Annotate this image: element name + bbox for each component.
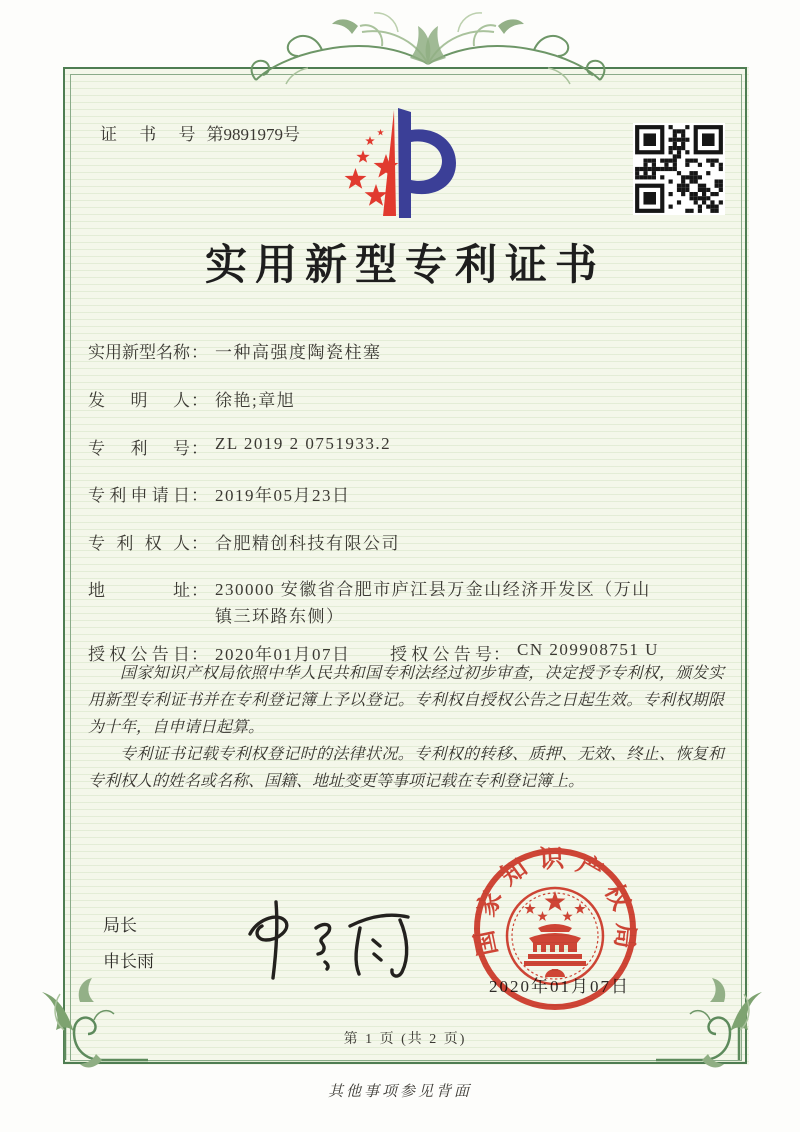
director-block bbox=[103, 908, 154, 980]
seal-date: 2020年01月07日 bbox=[489, 977, 630, 996]
field-value: 2020年01月07日 bbox=[215, 645, 351, 664]
certificate-number bbox=[100, 120, 300, 145]
legal-paragraph-2: 专利证书记载专利权登记时的法律状况。专利权的转移、质押、无效、终止、恢复和专利权人的姓名或名称、国籍、地址变更等事项记载在专利登记簿上。 bbox=[88, 746, 724, 790]
page-title: 实用新型专利证书 bbox=[204, 243, 605, 289]
qr-code bbox=[633, 123, 725, 215]
director-name: 申长雨 bbox=[103, 952, 154, 971]
field-row-patent-no bbox=[88, 434, 391, 459]
field-colon: ： bbox=[191, 486, 209, 505]
field-colon: ： bbox=[191, 391, 209, 410]
flourish-icon bbox=[40, 972, 150, 1082]
field-colon: ： bbox=[493, 645, 511, 664]
field-value: 2019年05月23日 bbox=[215, 486, 351, 505]
flourish-icon bbox=[248, 6, 608, 90]
qr-code-icon bbox=[633, 123, 725, 215]
legal-paragraph-1: 国家知识产权局依照中华人民共和国专利法经过初步审查，决定授予专利权，颁发实用新型专利证书并在专利登记簿上予以登记。专利权自授权公告之日起生效。专利权期限为十年，自申请日起算。 bbox=[88, 665, 724, 736]
field-label: 专利权人 bbox=[88, 534, 190, 553]
field-value: 徐艳;章旭 bbox=[215, 391, 296, 410]
field-value: CN 209908751 U bbox=[517, 640, 659, 659]
page-number: 第 1 页 (共 2 页) bbox=[343, 1032, 467, 1047]
footer-note: 其他事项参见背面 bbox=[327, 1084, 472, 1100]
director-signature bbox=[232, 886, 427, 986]
director-title: 局长 bbox=[103, 916, 137, 935]
signature-icon bbox=[232, 886, 427, 986]
official-seal bbox=[468, 842, 643, 1017]
field-label: 发明人 bbox=[88, 391, 190, 410]
field-row-patentee bbox=[88, 529, 400, 554]
field-value: 230000 安徽省合肥市庐江县万金山经济开发区（万山镇三环路东侧） bbox=[215, 580, 651, 627]
official-seal-icon bbox=[468, 842, 643, 1017]
certificate-number-label: 证 书 号 bbox=[100, 125, 205, 144]
field-colon: ： bbox=[191, 343, 209, 362]
certificate-number-value: 第9891979号 bbox=[206, 125, 300, 144]
seal-text: 国家知识产权局 bbox=[471, 845, 639, 958]
flourish-icon bbox=[654, 972, 764, 1082]
field-label: 地址 bbox=[88, 581, 190, 600]
bottom-right-flourish bbox=[654, 972, 764, 1082]
field-colon: ： bbox=[191, 581, 209, 600]
field-colon: ： bbox=[191, 534, 209, 553]
cnipa-logo bbox=[336, 100, 462, 222]
field-value: 合肥精创科技有限公司 bbox=[215, 534, 400, 553]
field-row-inventor bbox=[88, 386, 295, 411]
field-label: 授权公告日 bbox=[88, 645, 190, 664]
top-flourish-ornament bbox=[248, 6, 608, 90]
field-row-filing-date bbox=[88, 481, 351, 506]
field-colon: ： bbox=[191, 645, 209, 664]
field-label: 专利申请日 bbox=[88, 486, 190, 505]
legal-text bbox=[88, 660, 724, 795]
field-label: 实用新型名称 bbox=[88, 343, 190, 362]
field-colon: ： bbox=[191, 439, 209, 458]
field-value: 一种高强度陶瓷柱塞 bbox=[215, 343, 382, 362]
field-label: 授权公告号 bbox=[390, 645, 492, 664]
cnipa-logo-icon bbox=[336, 100, 462, 222]
field-row-name bbox=[88, 338, 382, 363]
bottom-left-flourish bbox=[40, 972, 150, 1082]
field-label: 专利号 bbox=[88, 439, 190, 458]
field-value: ZL 2019 2 0751933.2 bbox=[215, 434, 392, 453]
field-row-address bbox=[88, 576, 667, 630]
